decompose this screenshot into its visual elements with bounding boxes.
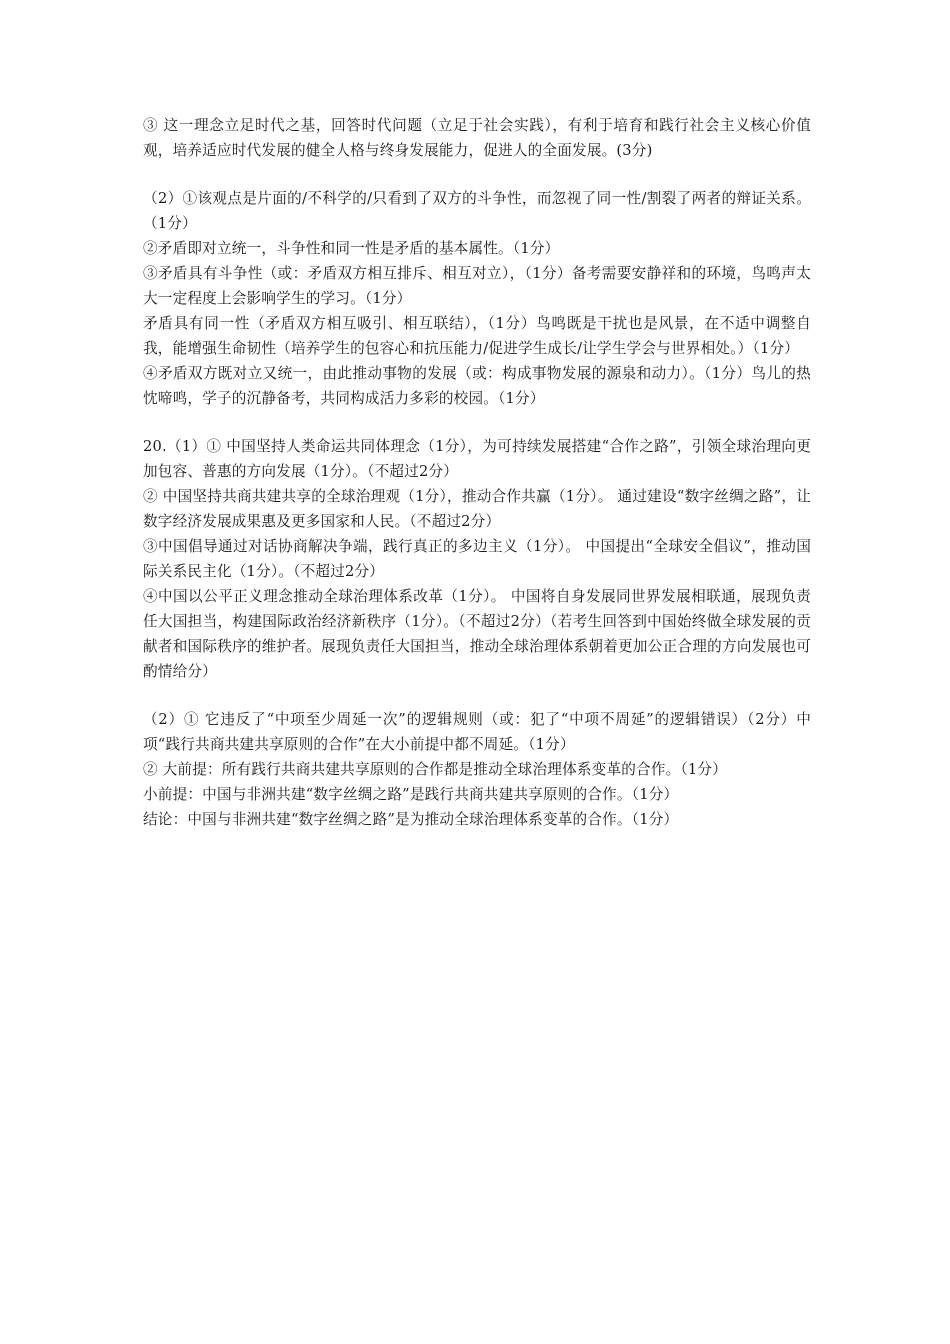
paragraph: 20.（1）① 中国坚持人类命运共同体理念（1分），为可持续发展搭建“合作之路”，引领全球治理向更加包容、普惠的方向发展（1分）。（不超过2分） <box>143 438 811 480</box>
paragraph: ②矛盾即对立统一，斗争性和同一性是矛盾的基本属性。（1分） <box>143 240 560 257</box>
section-q19-part1-tail <box>143 113 811 163</box>
paragraph: ② 中国坚持共商共建共享的全球治理观（1分），推动合作共赢（1分）。 通过建设“数字丝绸之路”，让数字经济发展成果惠及更多国家和人民。（不超过2分） <box>143 488 811 530</box>
answer-key-body <box>143 113 811 832</box>
section-q19-part2 <box>143 186 811 411</box>
paragraph: ④中国以公平正义理念推动全球治理体系改革（1分）。 中国将自身发展同世界发展相联通，展现负责任大国担当，构建国际政治经济新秩序（1分）。（不超过2分）（若考生回答到中国始终做全球发展的贡献者和国际秩序的维护者。展现负责任大国担当，推动全球治理体系朝着更加公正合理的方向发展也可酌情给分） <box>143 588 811 680</box>
paragraph: ③矛盾具有斗争性（或：矛盾双方相互排斥、相互对立），（1分）备考需要安静祥和的环境，鸟鸣声太大一定程度上会影响学生的学习。（1分） <box>143 265 811 307</box>
paragraph: ③中国倡导通过对话协商解决争端，践行真正的多边主义（1分）。 中国提出“全球安全倡议”，推动国际关系民主化（1分）。（不超过2分） <box>143 538 811 580</box>
paragraph: （2）①该观点是片面的/不科学的/只看到了双方的斗争性，而忽视了同一性/割裂了两者的辩证关系。（1分） <box>143 190 811 232</box>
paragraph: （2）① 它违反了“中项至少周延一次”的逻辑规则（或：犯了“中项不周延”的逻辑错误）（2分）中项“践行共商共建共享原则的合作”在大小前提中都不周延。（1分） <box>143 711 811 753</box>
paragraph: 小前提：中国与非洲共建“数字丝绸之路”是践行共商共建共享原则的合作。（1分） <box>143 786 679 803</box>
paragraph: ④矛盾双方既对立又统一，由此推动事物的发展（或：构成事物发展的源泉和动力）。（1分）鸟儿的热忱啼鸣，学子的沉静备考，共同构成活力多彩的校园。（1分） <box>143 365 811 407</box>
paragraph: ③ 这一理念立足时代之基，回答时代问题（立足于社会实践），有利于培育和践行社会主义核心价值观，培养适应时代发展的健全人格与终身发展能力，促进人的全面发展。(3分) <box>143 117 811 159</box>
section-q20-part1 <box>143 434 811 684</box>
paragraph: ② 大前提：所有践行共商共建共享原则的合作都是推动全球治理体系变革的合作。（1分） <box>143 761 727 778</box>
section-q20-part2 <box>143 707 811 832</box>
paragraph: 结论：中国与非洲共建“数字丝绸之路”是为推动全球治理体系变革的合作。（1分） <box>143 811 679 828</box>
paragraph: 矛盾具有同一性（矛盾双方相互吸引、相互联结），（1分）鸟鸣既是干扰也是风景，在不适中调整自我，能增强生命韧性（培养学生的包容心和抗压能力/促进学生成长/让学生学会与世界相处。）（1分） <box>143 315 811 357</box>
